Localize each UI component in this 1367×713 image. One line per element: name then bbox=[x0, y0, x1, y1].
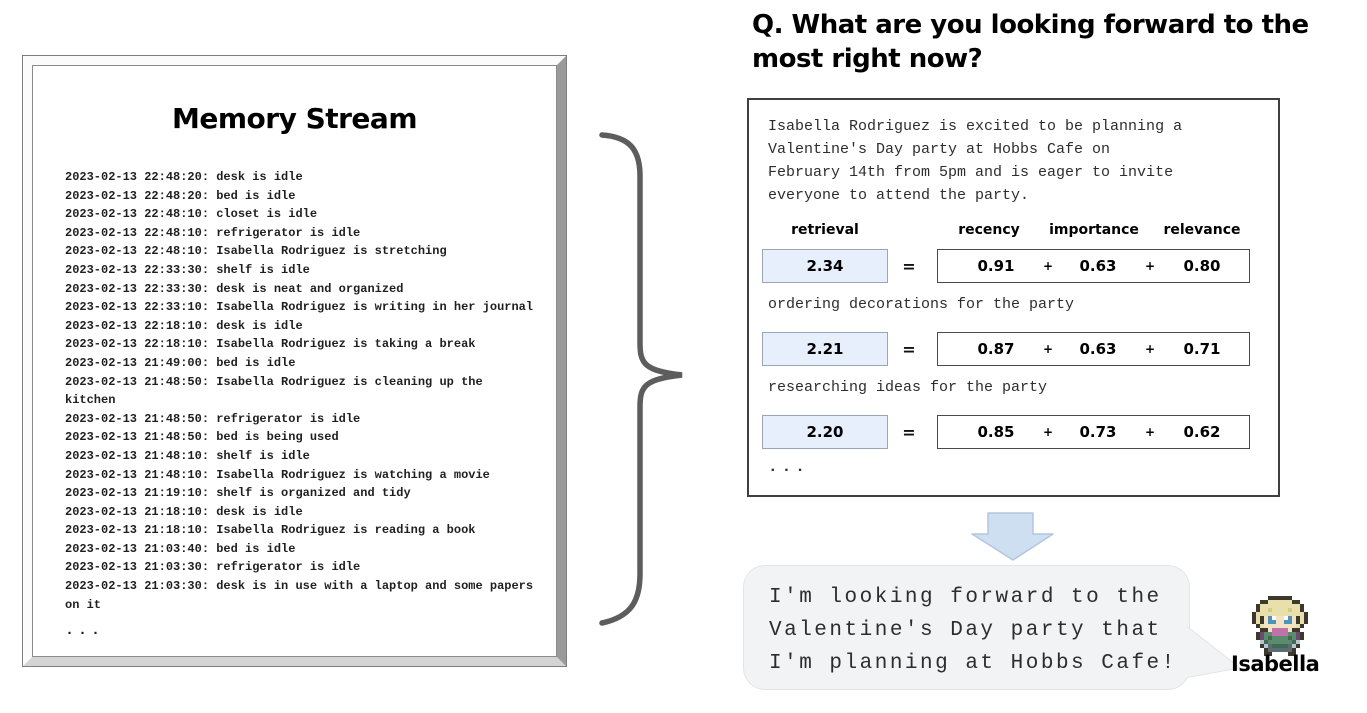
memory-entry: 2023-02-13 21:48:50: Isabella Rodriguez is cleaning up the kitchen bbox=[65, 374, 483, 408]
memory-entry: 2023-02-13 21:03:40: bed is idle bbox=[65, 541, 296, 556]
equals-sign: = bbox=[902, 256, 916, 276]
top-memory-text: Isabella Rodriguez is excited to be planning a Valentine's Day party at Hobbs Cafe on February 14th from 5pm and is eager to invite everyone to attend the party. bbox=[768, 118, 1183, 204]
memory-entry: 2023-02-13 21:48:10: Isabella Rodriguez is watching a movie bbox=[65, 467, 490, 482]
retrieval-score-box bbox=[762, 249, 888, 283]
panel-ellipsis: ... bbox=[768, 458, 809, 476]
curly-brace bbox=[592, 128, 692, 633]
memory-label: researching ideas for the party bbox=[768, 379, 1048, 396]
answer-line: I'm planning at Hobbs Cafe! bbox=[769, 652, 1177, 675]
header-recency: recency bbox=[958, 222, 1020, 238]
plus-sign: + bbox=[1042, 342, 1054, 356]
plus-sign: + bbox=[1042, 259, 1054, 273]
memory-entry: 2023-02-13 22:48:20: desk is idle bbox=[65, 170, 303, 184]
importance-score: 0.73 bbox=[1079, 423, 1117, 441]
memory-entry: 2023-02-13 22:33:10: Isabella Rodriguez is writing in her journal bbox=[65, 300, 534, 315]
memory-entry: 2023-02-13 21:03:30: desk is in use with a laptop and some papers on it bbox=[65, 579, 534, 612]
retrieval-panel bbox=[747, 98, 1280, 497]
relevance-score: 0.80 bbox=[1183, 257, 1221, 275]
answer-line: Valentine's Day party that bbox=[769, 619, 1162, 642]
equals-sign: = bbox=[902, 422, 916, 442]
header-relevance: relevance bbox=[1163, 222, 1241, 238]
answer-line: I'm looking forward to the bbox=[769, 586, 1162, 609]
memory-entry: 2023-02-13 21:48:50: bed is being used bbox=[65, 430, 339, 445]
memory-entry: 2023-02-13 21:48:10: shelf is idle bbox=[65, 448, 310, 463]
memory-entry: 2023-02-13 22:48:20: bed is idle bbox=[65, 188, 296, 203]
recency-score: 0.87 bbox=[977, 340, 1015, 358]
character-name: Isabella bbox=[1231, 652, 1320, 676]
header-importance: importance bbox=[1049, 222, 1139, 238]
memory-stream-box bbox=[22, 55, 567, 667]
memory-label: ordering decorations for the party bbox=[768, 296, 1075, 313]
speech-bubble bbox=[743, 565, 1190, 690]
memory-stream-title: Memory Stream bbox=[172, 102, 417, 135]
memory-stream-ellipsis: ... bbox=[65, 622, 105, 639]
relevance-score: 0.62 bbox=[1183, 423, 1221, 441]
memory-entry: 2023-02-13 21:49:00: bed is idle bbox=[65, 355, 296, 370]
memory-entry: 2023-02-13 22:33:30: shelf is idle bbox=[65, 262, 310, 277]
memory-entry: 2023-02-13 22:48:10: Isabella Rodriguez is stretching bbox=[65, 244, 447, 259]
down-arrow-icon bbox=[965, 510, 1065, 564]
memory-entry: 2023-02-13 22:48:10: refrigerator is idle bbox=[65, 225, 361, 240]
recency-score: 0.85 bbox=[977, 423, 1015, 441]
memory-entry: 2023-02-13 22:18:10: Isabella Rodriguez is taking a break bbox=[65, 337, 476, 352]
memory-stream-inner-panel bbox=[32, 65, 557, 657]
retrieval-score-box bbox=[762, 415, 888, 449]
memory-entry: 2023-02-13 22:48:10: closet is idle bbox=[65, 207, 318, 222]
memory-entry: 2023-02-13 21:03:30: refrigerator is idle bbox=[65, 560, 361, 575]
relevance-score: 0.71 bbox=[1183, 340, 1221, 358]
plus-sign: + bbox=[1144, 425, 1156, 439]
memory-entry: 2023-02-13 21:18:10: Isabella Rodriguez is reading a book bbox=[65, 523, 476, 538]
score-sum-box bbox=[937, 332, 1250, 366]
importance-score: 0.63 bbox=[1079, 340, 1117, 358]
retrieval-score: 2.21 bbox=[806, 340, 844, 358]
plus-sign: + bbox=[1144, 342, 1156, 356]
memory-entry: 2023-02-13 21:48:50: refrigerator is idle bbox=[65, 411, 361, 426]
header-retrieval: retrieval bbox=[791, 222, 859, 238]
retrieval-score-box bbox=[762, 332, 888, 366]
question-heading: Q. What are you looking forward to the most right now? bbox=[752, 10, 1309, 74]
memory-entry: 2023-02-13 21:18:10: desk is idle bbox=[65, 504, 303, 519]
plus-sign: + bbox=[1042, 425, 1054, 439]
equals-sign: = bbox=[902, 339, 916, 359]
isabella-sprite bbox=[1252, 596, 1308, 656]
importance-score: 0.63 bbox=[1079, 257, 1117, 275]
recency-score: 0.91 bbox=[977, 257, 1015, 275]
retrieval-score: 2.34 bbox=[806, 257, 844, 275]
plus-sign: + bbox=[1144, 259, 1156, 273]
memory-stream-log bbox=[65, 168, 537, 614]
memory-entry: 2023-02-13 22:33:30: desk is neat and organized bbox=[65, 281, 404, 296]
retrieval-score: 2.20 bbox=[806, 423, 844, 441]
memory-entry: 2023-02-13 22:18:10: desk is idle bbox=[65, 318, 303, 333]
memory-entry: 2023-02-13 21:19:10: shelf is organized and tidy bbox=[65, 486, 411, 501]
score-sum-box bbox=[937, 415, 1250, 449]
score-sum-box bbox=[937, 249, 1250, 283]
